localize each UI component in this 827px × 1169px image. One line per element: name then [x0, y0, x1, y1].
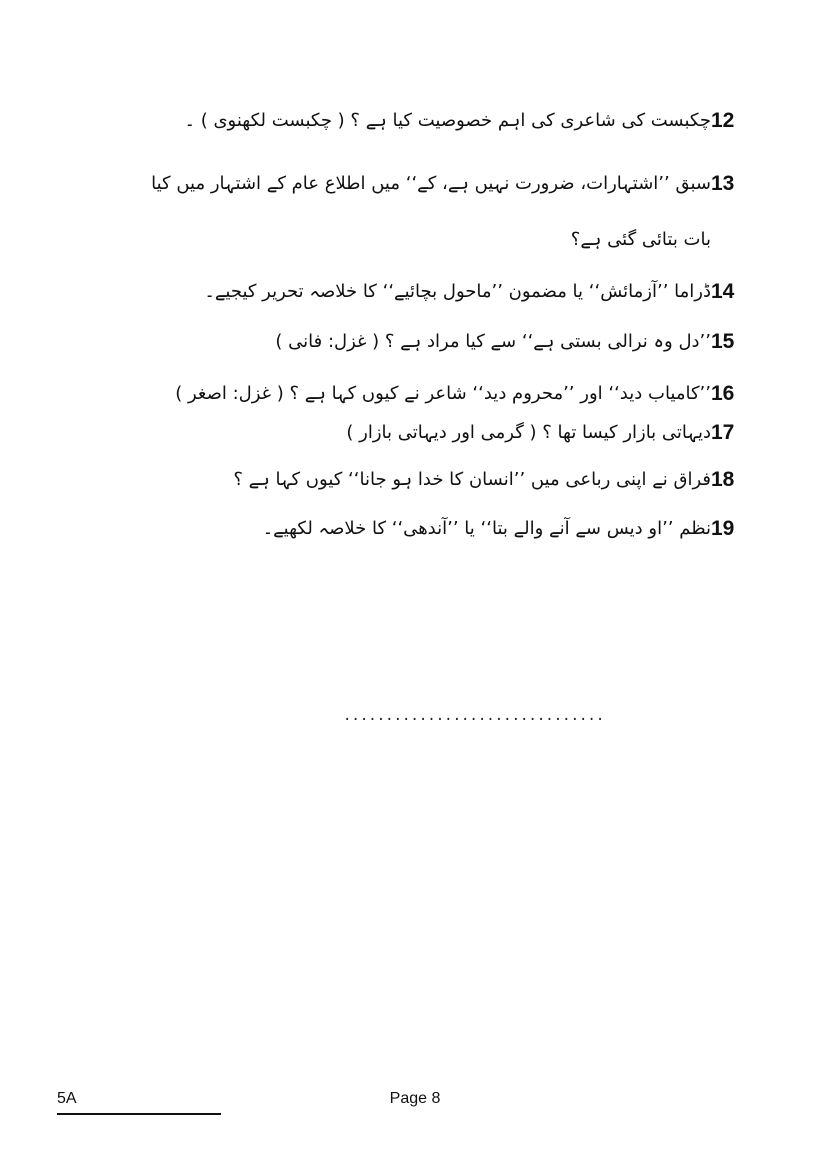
question-number: 14	[711, 280, 735, 303]
question-text: فراق نے اپنی رباعی میں ’’انسان کا خدا ہو جانا‘‘ کیوں کہا ہے ؟	[233, 469, 711, 490]
question-text: ڈراما ’’آزمائش‘‘ یا مضمون ’’ماحول بچائیے‘‘ کا خلاصہ تحریر کیجیے۔	[204, 281, 711, 302]
question-number: 18	[711, 468, 735, 491]
question-number: 19	[711, 517, 735, 540]
page-number: Page 8	[389, 1090, 441, 1107]
end-separator: ...............................	[343, 708, 605, 724]
question-text: چکبست کی شاعری کی اہم خصوصیت کیا ہے ؟ ( چکبست لکھنوی ) ۔	[184, 110, 711, 131]
question-text: ’’کامیاب دید‘‘ اور ’’محروم دید‘‘ شاعر نے کیوں کہا ہے ؟ ( غزل: اصغر )	[175, 383, 711, 404]
question-text: ’’دل وہ نرالی بستی ہے‘‘ سے کیا مراد ہے ؟ ( غزل: فانی )	[275, 331, 711, 352]
question-number: 15	[711, 330, 735, 353]
question-text: نظم ’’او دیس سے آنے والے بتا‘‘ یا ’’آندھی‘‘ کا خلاصہ لکھیے۔	[262, 518, 711, 539]
question-text: دیہاتی بازار کیسا تھا ؟ ( گرمی اور دیہاتی بازار )	[346, 422, 711, 443]
question-text: سبق ’’اشتہارات، ضرورت نہیں ہے، کے‘‘ میں اطلاع عام کے اشتہار میں کیا بات بتائی گئی ہے؟	[151, 173, 711, 250]
question-number: 17	[711, 421, 735, 444]
question-number: 13	[711, 172, 735, 195]
question-number: 12	[711, 109, 735, 132]
question-19	[40, 515, 771, 557]
question-15	[40, 328, 771, 370]
question-number: 16	[711, 382, 735, 405]
paper-code: 5A	[57, 1086, 221, 1115]
question-13	[40, 170, 771, 268]
question-12	[40, 107, 771, 149]
